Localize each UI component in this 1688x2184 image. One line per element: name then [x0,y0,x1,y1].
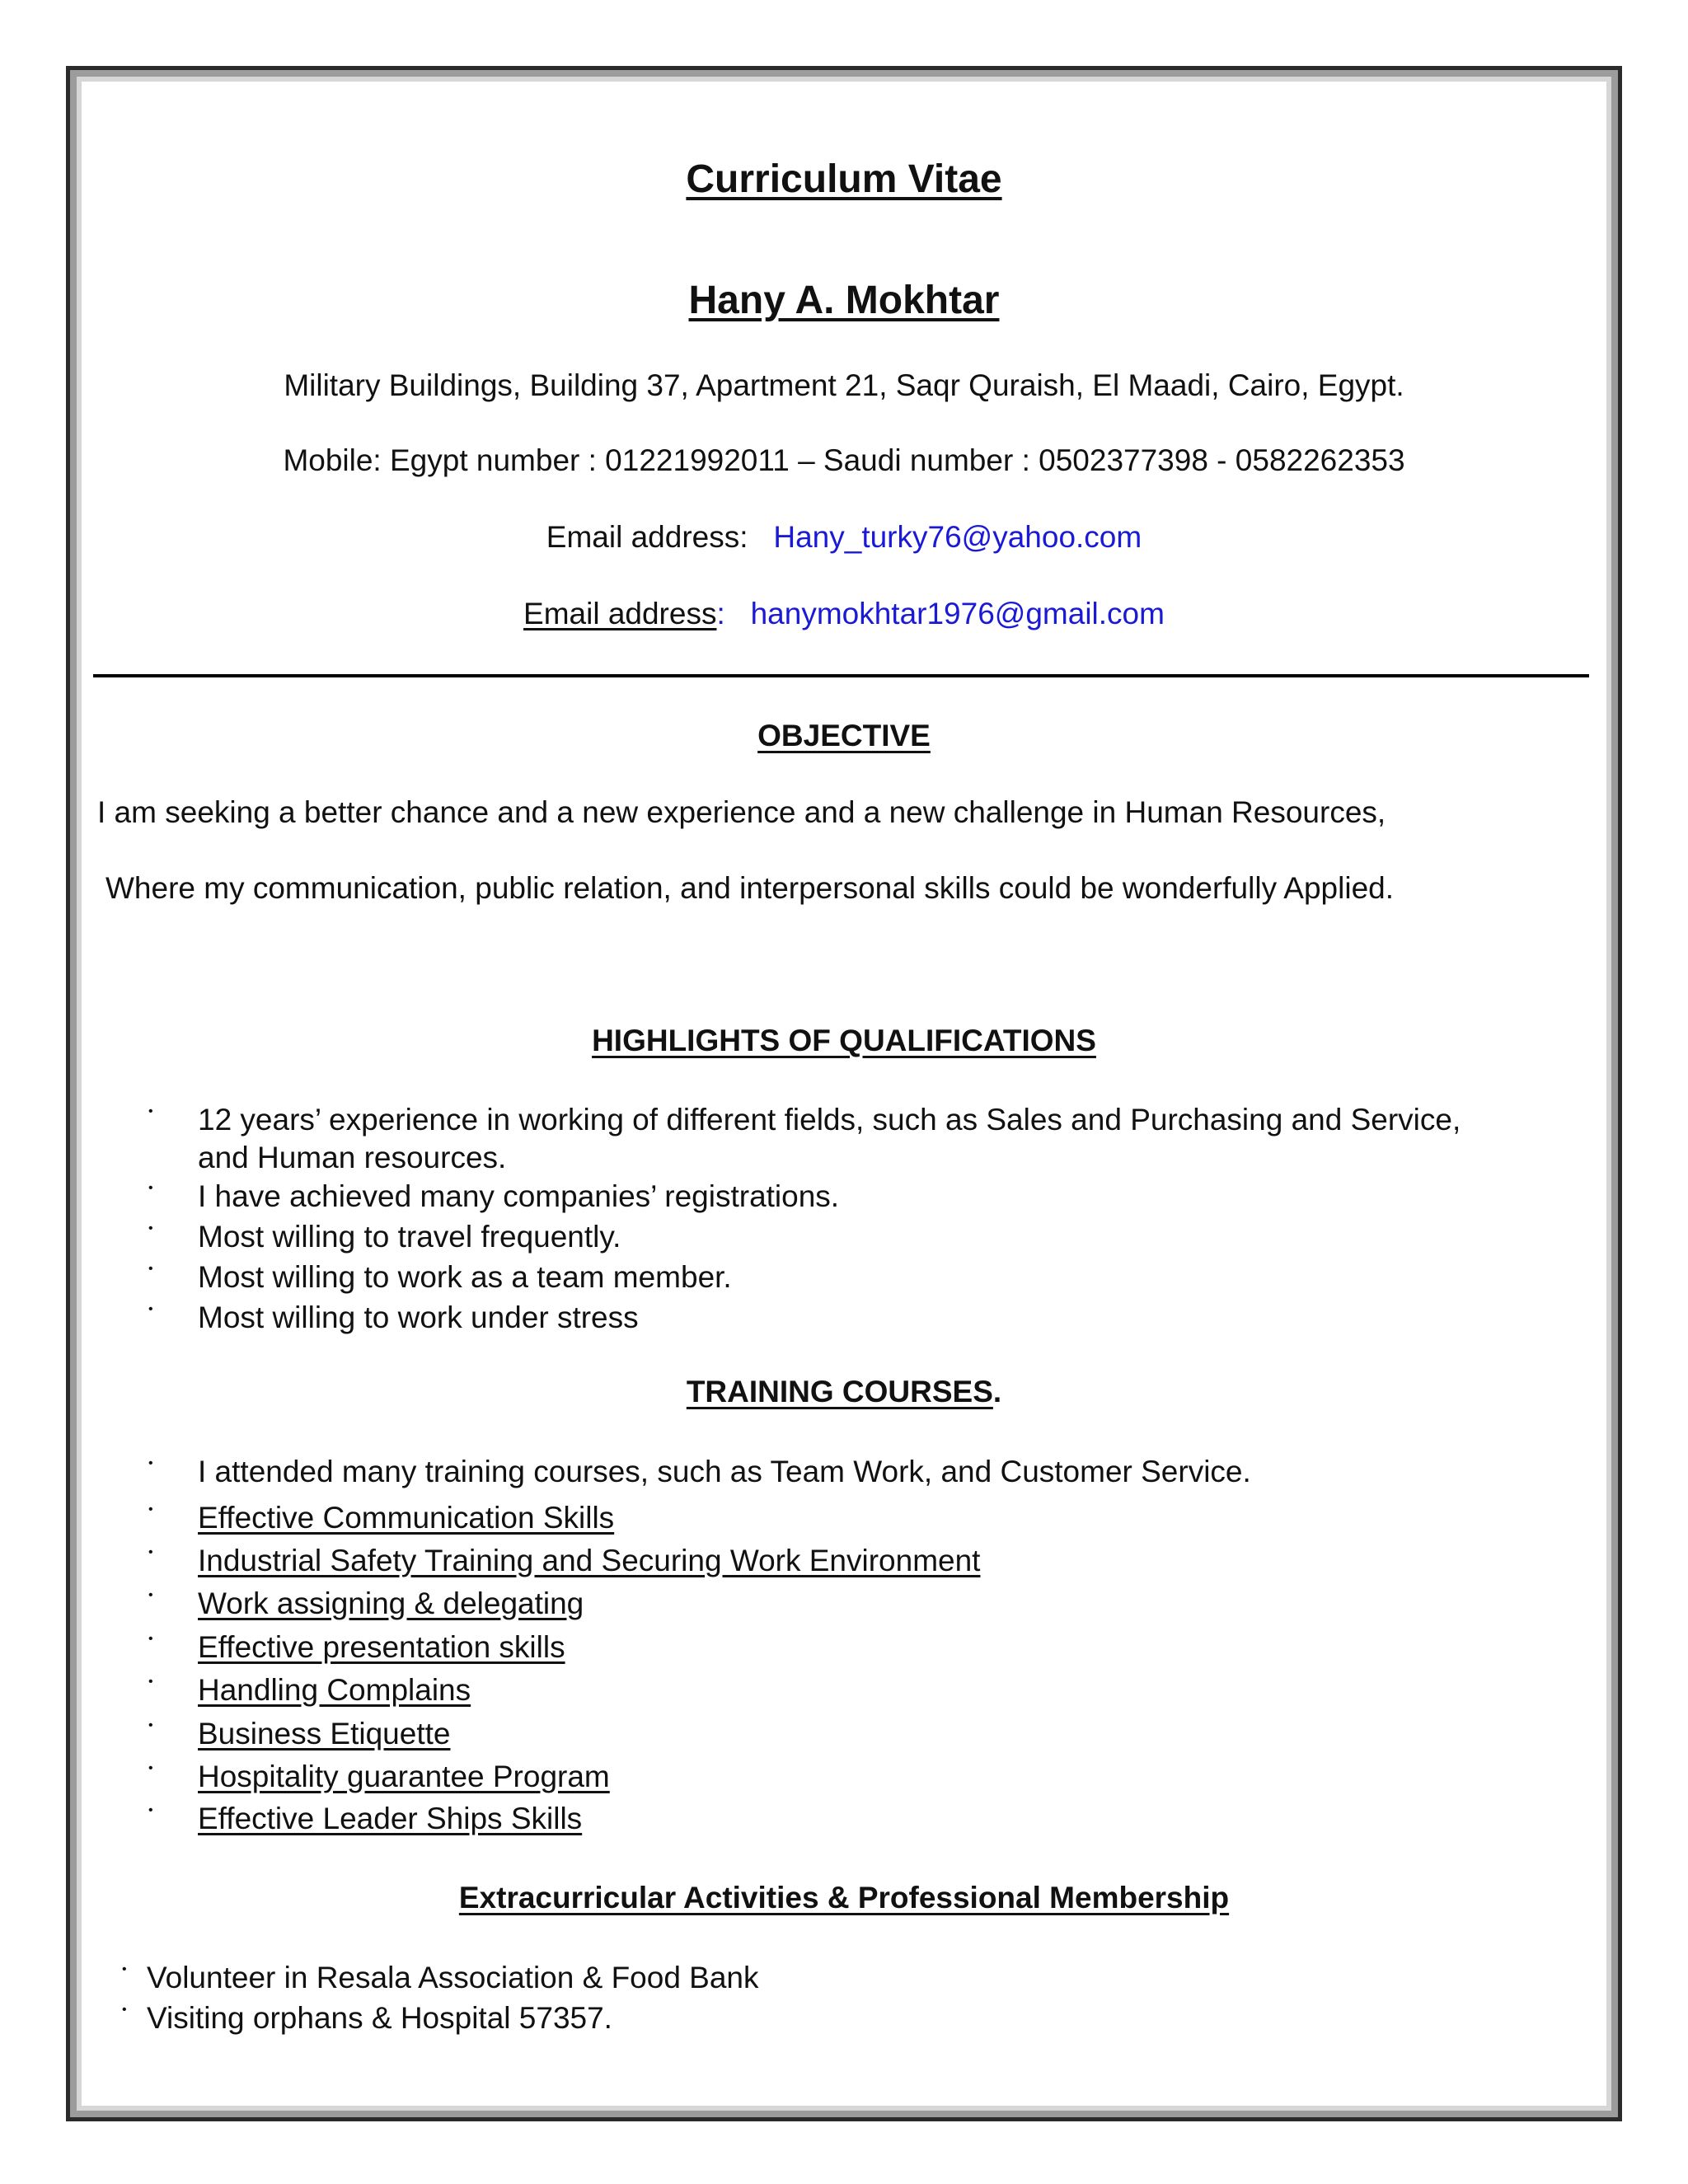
course-bullet-7: • [148,1761,153,1775]
email-link-gmail[interactable]: hanymokhtar1976@gmail.com [750,597,1165,630]
extra-bullet-1: • [122,1962,127,1976]
highlight-bullet-3: • [148,1221,153,1235]
objective-line-1: I am seeking a better chance and a new experience and a new challenge in Human Resources, [97,795,1386,829]
course-bullet-5: • [148,1675,153,1689]
extra-item-2: Visiting orphans & Hospital 57357. [147,2001,612,2035]
course-bullet-3: • [148,1588,153,1602]
course-item-2: Industrial Safety Training and Securing Work Environment [198,1544,981,1577]
highlight-bullet-5: • [148,1302,153,1316]
highlight-bullet-4: • [148,1262,153,1276]
highlight-item-2: I have achieved many companies’ registrations. [198,1179,840,1213]
course-bullet-8: • [148,1803,153,1817]
header-divider [93,674,1589,677]
email-label: Email address: [546,520,748,554]
course-bullet-2: • [148,1545,153,1559]
objective-heading: OBJECTIVE [757,719,931,752]
course-item-8: Effective Leader Ships Skills [198,1802,583,1835]
highlight-bullet-2: • [148,1181,153,1195]
course-item-5: Handling Complains [198,1673,471,1707]
training-bullet-intro: • [148,1456,153,1470]
extracurricular-heading: Extracurricular Activities & Professional Membership [458,1881,1230,1915]
candidate-name: Hany A. Mokhtar [688,279,1000,322]
training-heading-row [0,1375,1688,1409]
course-item-4: Effective presentation skills [198,1630,565,1664]
document-title: Curriculum Vitae [686,157,1002,201]
highlights-heading: HIGHLIGHTS OF QUALIFICATIONS [592,1024,1096,1057]
email-label-underlined: Email address [523,597,717,630]
email-colon: : [716,597,725,630]
highlight-item-3: Most willing to travel frequently. [198,1220,621,1254]
course-item-1: Effective Communication Skills [198,1501,615,1535]
highlight-item-5: Most willing to work under stress [198,1301,639,1334]
course-bullet-1: • [148,1502,153,1516]
highlight-item-1-cont: and Human resources. [198,1141,507,1174]
highlight-item-1: 12 years’ experience in working of different fields, such as Sales and Purchasing and Service, [198,1103,1461,1137]
course-item-6: Business Etiquette [198,1717,451,1750]
course-bullet-4: • [148,1632,153,1646]
extra-item-1: Volunteer in Resala Association & Food Bank [147,1961,759,1994]
objective-line-2: Where my communication, public relation, and interpersonal skills could be wonderfully Applied. [106,871,1395,905]
email-line-1 [0,520,1688,555]
highlight-item-4: Most willing to work as a team member. [198,1260,732,1294]
extra-bullet-2: • [122,2003,127,2017]
email-line-2 [0,597,1688,631]
mobile-line: Mobile: Egypt number : 01221992011 – Saudi number : 0502377398 - 0582262353 [283,443,1405,477]
course-bullet-6: • [148,1718,153,1732]
course-item-3: Work assigning & delegating [198,1586,584,1620]
training-intro: I attended many training courses, such as Team Work, and Customer Service. [198,1455,1251,1488]
training-heading: TRAINING COURSES [686,1375,993,1408]
address-line: Military Buildings, Building 37, Apartment 21, Saqr Quraish, El Maadi, Cairo, Egypt. [284,368,1404,402]
highlight-bullet-1: • [148,1104,153,1118]
email-link-yahoo[interactable]: Hany_turky76@yahoo.com [773,520,1142,554]
training-heading-period: . [992,1375,1002,1408]
course-item-7: Hospitality guarantee Program [198,1760,610,1793]
